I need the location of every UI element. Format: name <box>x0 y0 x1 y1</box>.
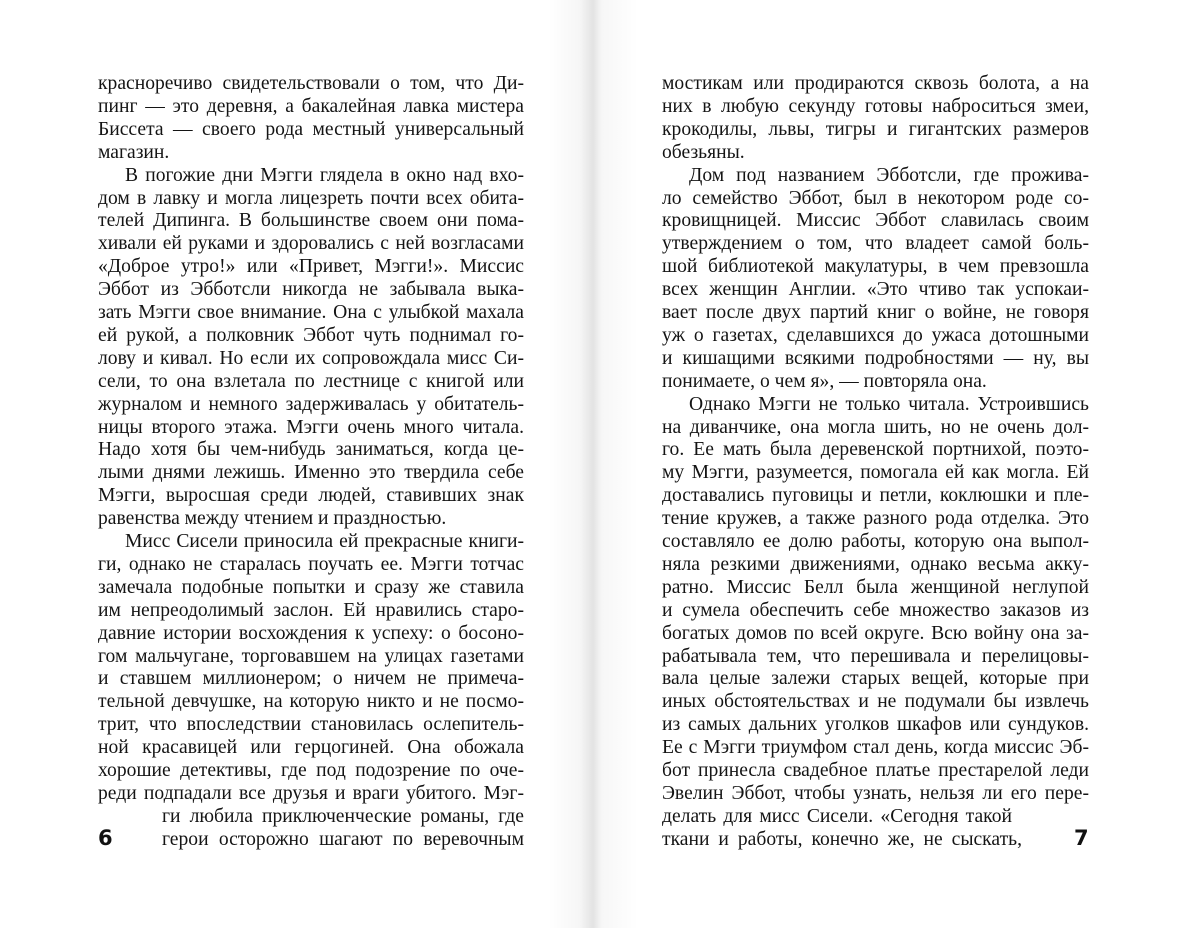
right-text-line: обезьяны. <box>662 141 745 163</box>
right-text-line: Дом под названием Эбботсли, где прожива- <box>689 164 1089 186</box>
left-text-line: герои осторожно шагают по веревочным <box>162 828 524 850</box>
left-text-line: журналом и немного задерживалась у обитатель- <box>98 393 524 415</box>
right-text-line: ратно. Миссис Белл была женщиной неглупой <box>662 576 1089 598</box>
left-text-line: и ставшем миллионером; о ничем не примеча- <box>98 668 524 690</box>
left-text-line: замечала подобные попытки и сразу же ставила <box>98 576 524 598</box>
left-page-number: 6 <box>98 826 113 850</box>
left-text-line: хорошие детективы, где под подозрение по оче- <box>98 760 524 781</box>
left-text-line: дом в лавку и могла лицезреть почти всех обита- <box>98 187 524 209</box>
right-text-line: мостикам или продираются сквозь болота, а на <box>662 73 1089 94</box>
right-text-line: всех женщин Англии. «Это чтиво так успокаи- <box>662 279 1089 301</box>
left-text-line: Эббот из Эбботсли никогда не забывала выка- <box>98 279 524 301</box>
left-text-line: ницы второго этажа. Мэгги очень много читала. <box>98 416 524 438</box>
right-text-line: му Мэгги, разумеется, помогала ей как могла. Ей <box>662 462 1089 484</box>
right-text-line: на диванчике, она могла шить, но не очень дол- <box>662 416 1089 438</box>
left-text-line: «Доброе утро!» или «Привет, Мэгги!». Миссис <box>98 256 524 278</box>
right-text-line: понимаете, о чем я», — повторяла она. <box>662 370 987 392</box>
right-text-line: из самых дальних уголков шкафов или сундуков. <box>662 714 1089 736</box>
left-text-line: лыми днями лежишь. Именно это твердила себе <box>98 462 524 484</box>
left-text-line: пинг — это деревня, а бакалейная лавка мистера <box>98 95 524 117</box>
left-text-line: сели, то она взлетала по лестнице с книгой или <box>98 370 524 392</box>
right-text-line: Ее с Мэгги триумфом стал день, когда миссис Эб- <box>662 737 1089 759</box>
right-text-line: ткани и работы, конечно же, не сыскать, <box>662 828 1022 850</box>
right-text-line: вает после двух партий книг о войне, не говоря <box>662 302 1089 323</box>
left-text-line: Надо хотя бы чем-нибудь заниматься, когда це- <box>98 439 524 461</box>
left-text-line: ги, однако не старалась поучать ее. Мэгги тотчас <box>98 553 524 575</box>
left-text-line: равенства между чтением и праздностью. <box>98 508 447 530</box>
left-text-line: им непреодолимый заслон. Ей нравились старо- <box>98 599 524 621</box>
left-text-line: лову и кивал. Но если их сопровождала мисс Си- <box>98 347 524 369</box>
right-text-line: и сумела обеспечить себе множество заказов из <box>662 599 1089 621</box>
right-text-line: делать для мисс Сисели. «Сегодня такой <box>662 805 1012 827</box>
left-text-line: ной красавицей или герцогиней. Она обожала <box>98 737 524 759</box>
right-text-line: вала целые залежи старых вещей, которые при <box>662 668 1089 690</box>
right-text-line: крокодилы, львы, тигры и гигантских размеров <box>662 118 1089 140</box>
right-text-line: них в любую секунду готовы наброситься змеи, <box>662 95 1089 117</box>
right-page-number: 7 <box>1074 826 1089 850</box>
left-text-line: давние истории восхождения к успеху: о босоно- <box>98 622 524 644</box>
left-text-line: тельной девчушке, на которую никто и не посмо- <box>98 691 524 713</box>
left-text-line: Биссета — своего рода местный универсальный <box>98 118 524 140</box>
right-text-line: кровищницей. Миссис Эббот славилась своим <box>662 210 1089 232</box>
right-text-line: ло семейство Эббот, был в некотором роде со- <box>662 187 1089 209</box>
right-text-line: богатых домов по всей округе. Всю войну она за- <box>662 622 1089 644</box>
book-gutter-shadow <box>548 0 638 928</box>
right-text-line: иных обстоятельствах и не подумали бы извлечь <box>662 691 1089 713</box>
left-text-line: В погожие дни Мэгги глядела в окно над вхо- <box>125 164 524 186</box>
right-text-line: составляло ее долю работы, которую она выпол- <box>662 531 1089 552</box>
left-text-line: Мэгги, выросшая среди людей, ставивших знак <box>98 485 524 507</box>
right-text-line: бот принесла свадебное платье престарелой леди <box>662 760 1089 781</box>
right-text-line: уж о газетах, сделавшихся до ужаса дотошными <box>662 324 1089 346</box>
right-text-line: и кишащими всякими подробностями — ну, вы <box>662 347 1089 369</box>
right-text-line: утверждением о том, что владеет самой боль- <box>662 233 1089 255</box>
right-text-line: шой библиотекой макулатуры, в чем превзошла <box>662 256 1089 278</box>
right-text-line: Эвелин Эббот, чтобы узнать, нельзя ли его пере- <box>662 782 1089 804</box>
left-text-line: магазин. <box>98 141 170 163</box>
right-text-line: тение кружев, а также разного рода отделка. Это <box>662 508 1089 530</box>
left-text-line: зать Мэгги свое внимание. Она с улыбкой махала <box>98 302 524 323</box>
right-text-line: рабатывала тем, что перешивала и перелицовы- <box>662 645 1089 667</box>
left-text-line: ги любила приключенческие романы, где <box>162 805 524 827</box>
left-text-line: гом мальчугане, торговавшем на улицах газетами <box>98 645 524 667</box>
left-text-line: хивали ей руками и здоровались с ней возгласами <box>98 233 524 255</box>
left-text-line: реди подпадали все друзья и враги убитого. Мэг- <box>98 782 524 804</box>
left-text-line: красноречиво свидетельствовали о том, что Ди- <box>98 73 524 94</box>
right-text-line: го. Ее мать была деревенской портнихой, поэто- <box>662 439 1089 461</box>
right-text-line: няла резкими движениями, однако весьма акку- <box>662 553 1089 575</box>
left-text-line: ей рукой, а полковник Эббот чуть поднимал го- <box>98 324 524 346</box>
left-text-line: Мисс Сисели приносила ей прекрасные книги- <box>125 531 524 552</box>
right-text-line: доставались пуговицы и петли, коклюшки и пле- <box>662 485 1089 507</box>
left-text-line: трит, что впоследствии становилась ослепитель- <box>98 714 524 736</box>
right-text-line: Однако Мэгги не только читала. Устроившись <box>689 393 1089 415</box>
left-text-line: телей Дипинга. В большинстве своем они пома- <box>98 210 524 232</box>
